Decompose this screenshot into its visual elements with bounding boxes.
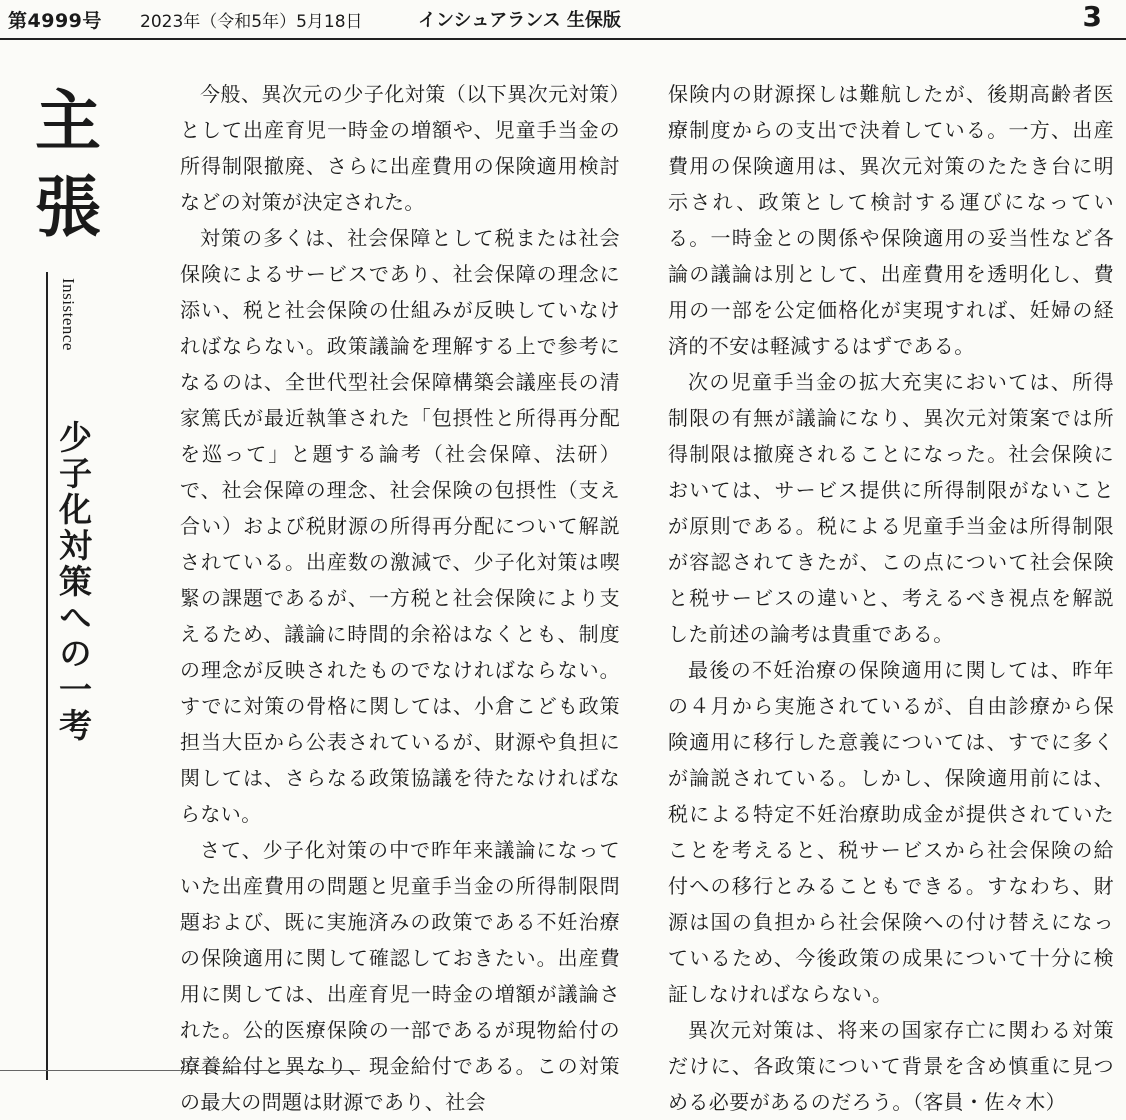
issue-number: 第4999号 — [8, 10, 102, 32]
paper-name: インシュアランス 生保版 — [418, 10, 621, 31]
column-title-char-1: 主 — [35, 82, 101, 160]
paragraph: 最後の不妊治療の保険適用に関しては、昨年の４月から実施されているが、自由診療から保険適用に移行した意義については、すでに多くが論説されている。しかし、保険適用前には、税による特定不妊治療助成金が提供されていたことを考えると、税サービスから社会保険の給付への移行とみることもできる。すなわち、財源は国の負担から社会保険への付け替えになっているため、今後政策の成果について十分に検証しなければならない。 — [668, 658, 1114, 1006]
page-number: 3 — [1082, 0, 1102, 33]
paragraph-continued: 保険内の財源探しは難航したが、後期高齢者医療制度からの支出で決着している。一方、出産費用の保険適用は、異次元対策のたたき台に明示され、政策として検討する運びになっている。一時金との関係や保険適用の妥当性など各論の議論は別として、出産費用を透明化し、費用の一部を公定価格化が実現すれば、妊婦の経済的不安は軽減するはずである。 — [668, 82, 1114, 358]
column-title — [28, 78, 108, 250]
column-divider — [46, 272, 48, 1080]
header-rule — [0, 38, 1126, 40]
column-title-english: Insistence — [59, 278, 78, 351]
article-column-1 — [180, 76, 620, 1120]
page-header — [0, 0, 1126, 42]
paragraph: 異次元対策は、将来の国家存亡に関わる対策だけに、各政策について背景を含め慎重に見つめる必要があるのだろう。（客員・佐々木） — [668, 1018, 1114, 1114]
paragraph: さて、少子化対策の中で昨年来議論になっていた出産費用の問題と児童手当金の所得制限問題および、既に実施済みの政策である不妊治療の保険適用に関して確認しておきたい。出産費用に関しては、出産育児一時金の増額が議論された。公的医療保険の一部であるが現物給付の療養給付と異なり、現金給付である。この対策の最大の問題は財源であり、社会 — [180, 838, 620, 1114]
article-column-2 — [668, 76, 1114, 1120]
paragraph: 今般、異次元の少子化対策（以下異次元対策）として出産育児一時金の増額や、児童手当金の所得制限撤廃、さらに出産費用の保険適用検討などの対策が決定された。 — [180, 82, 620, 214]
paragraph: 次の児童手当金の拡大充実においては、所得制限の有無が議論になり、異次元対策案では所得制限は撤廃されることになった。社会保険においては、サービス提供に所得制限がないことが原則である。税による児童手当金は所得制限が容認されてきたが、この点について社会保険と税サービスの違いと、考えるべき視点を解説した前述の論考は貴重である。 — [668, 370, 1114, 646]
article-headline: 少子化対策への一考 — [54, 420, 93, 744]
column-title-char-2: 張 — [35, 168, 101, 246]
paragraph: 対策の多くは、社会保障として税または社会保険によるサービスであり、社会保障の理念に添い、税と社会保険の仕組みが反映していなければならない。政策議論を理解する上で参考になるのは、全世代型社会保障構築会議座長の清家篤氏が最近執筆された「包摂性と所得再分配を巡って」と題する論考（社会保障、法研）で、社会保障の理念、社会保険の包摂性（支え合い）および税財源の所得再分配について解説されている。出産数の激減で、少子化対策は喫緊の課題であるが、一方税と社会保険により支えるため、議論に時間的余裕はなくとも、制度の理念が反映されたものでなければならない。すでに対策の骨格に関しては、小倉こども政策担当大臣から公表されているが、財源や負担に関しては、さらなる政策協議を待たなければならない。 — [180, 226, 620, 826]
issue-date: 2023年（令和5年）5月18日 — [140, 12, 363, 32]
